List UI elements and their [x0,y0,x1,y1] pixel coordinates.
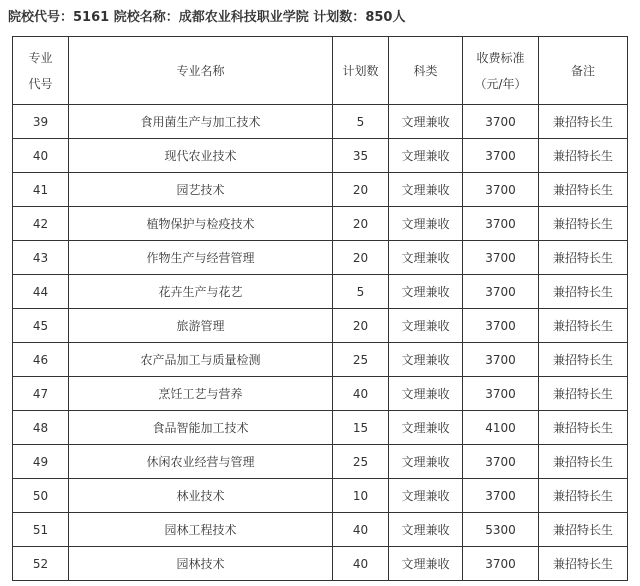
cell-fee: 3700 [463,309,539,343]
cell-code: 40 [13,139,69,173]
table-row [13,309,628,343]
cell-code: 39 [13,105,69,139]
cell-note: 兼招特长生 [539,513,628,547]
cell-fee: 3700 [463,207,539,241]
school-code: 5161 [73,10,110,25]
header-note: 备注 [539,37,628,105]
cell-name: 旅游管理 [69,309,333,343]
header-code-line2: 代号 [28,76,53,91]
cell-type: 文理兼收 [389,173,463,207]
cell-name: 现代农业技术 [69,139,333,173]
cell-note: 兼招特长生 [539,105,628,139]
cell-type: 文理兼收 [389,139,463,173]
plan-total-label: 计划数： [313,10,366,25]
enrollment-plan-table [12,36,628,581]
cell-plan: 20 [333,309,389,343]
table-row [13,343,628,377]
cell-code: 45 [13,309,69,343]
cell-code: 52 [13,547,69,581]
cell-note: 兼招特长生 [539,343,628,377]
cell-fee: 3700 [463,479,539,513]
cell-code: 50 [13,479,69,513]
table-header-row [13,37,628,105]
header-fee-line1: 收费标准 [476,50,525,65]
cell-code: 42 [13,207,69,241]
cell-fee: 5300 [463,513,539,547]
header-plan: 计划数 [333,37,389,105]
cell-fee: 3700 [463,173,539,207]
cell-plan: 40 [333,513,389,547]
cell-code: 47 [13,377,69,411]
cell-note: 兼招特长生 [539,445,628,479]
table-row [13,207,628,241]
plan-total: 850人 [365,10,406,25]
cell-plan: 10 [333,479,389,513]
table-row [13,547,628,581]
cell-type: 文理兼收 [389,411,463,445]
cell-note: 兼招特长生 [539,275,628,309]
cell-fee: 3700 [463,105,539,139]
cell-type: 文理兼收 [389,309,463,343]
cell-plan: 40 [333,377,389,411]
table-row [13,479,628,513]
cell-name: 农产品加工与质量检测 [69,343,333,377]
table-row [13,411,628,445]
cell-code: 51 [13,513,69,547]
cell-fee: 3700 [463,275,539,309]
cell-name: 食品智能加工技术 [69,411,333,445]
cell-note: 兼招特长生 [539,207,628,241]
cell-fee: 3700 [463,343,539,377]
header-code [13,37,69,105]
cell-code: 48 [13,411,69,445]
table-row [13,377,628,411]
cell-plan: 25 [333,445,389,479]
cell-name: 林业技术 [69,479,333,513]
cell-plan: 15 [333,411,389,445]
cell-type: 文理兼收 [389,445,463,479]
cell-note: 兼招特长生 [539,173,628,207]
table-row [13,241,628,275]
cell-type: 文理兼收 [389,275,463,309]
cell-type: 文理兼收 [389,513,463,547]
cell-name: 园林工程技术 [69,513,333,547]
cell-name: 食用菌生产与加工技术 [69,105,333,139]
cell-plan: 35 [333,139,389,173]
cell-type: 文理兼收 [389,547,463,581]
page-header [8,8,405,28]
cell-code: 44 [13,275,69,309]
cell-code: 46 [13,343,69,377]
cell-note: 兼招特长生 [539,411,628,445]
cell-type: 文理兼收 [389,241,463,275]
cell-type: 文理兼收 [389,105,463,139]
cell-type: 文理兼收 [389,479,463,513]
cell-fee: 3700 [463,547,539,581]
cell-name: 花卉生产与花艺 [69,275,333,309]
cell-note: 兼招特长生 [539,377,628,411]
cell-name: 植物保护与检疫技术 [69,207,333,241]
school-code-label: 院校代号： [8,10,74,25]
cell-type: 文理兼收 [389,207,463,241]
cell-fee: 4100 [463,411,539,445]
cell-name: 园艺技术 [69,173,333,207]
cell-plan: 20 [333,241,389,275]
table-row [13,139,628,173]
cell-code: 41 [13,173,69,207]
header-fee [463,37,539,105]
table-row [13,173,628,207]
cell-plan: 5 [333,275,389,309]
table-row [13,275,628,309]
header-type: 科类 [389,37,463,105]
cell-note: 兼招特长生 [539,547,628,581]
cell-plan: 5 [333,105,389,139]
cell-name: 烹饪工艺与营养 [69,377,333,411]
cell-plan: 40 [333,547,389,581]
cell-note: 兼招特长生 [539,139,628,173]
cell-plan: 25 [333,343,389,377]
cell-note: 兼招特长生 [539,241,628,275]
cell-code: 43 [13,241,69,275]
cell-plan: 20 [333,207,389,241]
header-fee-line2: （元/年） [474,76,527,91]
cell-name: 园林技术 [69,547,333,581]
cell-type: 文理兼收 [389,343,463,377]
cell-fee: 3700 [463,139,539,173]
cell-note: 兼招特长生 [539,309,628,343]
school-name: 成都农业科技职业学院 [178,10,309,25]
table-body [13,105,628,581]
table-row [13,445,628,479]
cell-name: 休闲农业经营与管理 [69,445,333,479]
header-name: 专业名称 [69,37,333,105]
cell-name: 作物生产与经营管理 [69,241,333,275]
cell-type: 文理兼收 [389,377,463,411]
cell-fee: 3700 [463,445,539,479]
cell-code: 49 [13,445,69,479]
cell-note: 兼招特长生 [539,479,628,513]
cell-fee: 3700 [463,241,539,275]
table-row [13,105,628,139]
school-name-label: 院校名称： [113,10,179,25]
cell-plan: 20 [333,173,389,207]
header-code-line1: 专业 [28,50,53,65]
cell-fee: 3700 [463,377,539,411]
table-row [13,513,628,547]
